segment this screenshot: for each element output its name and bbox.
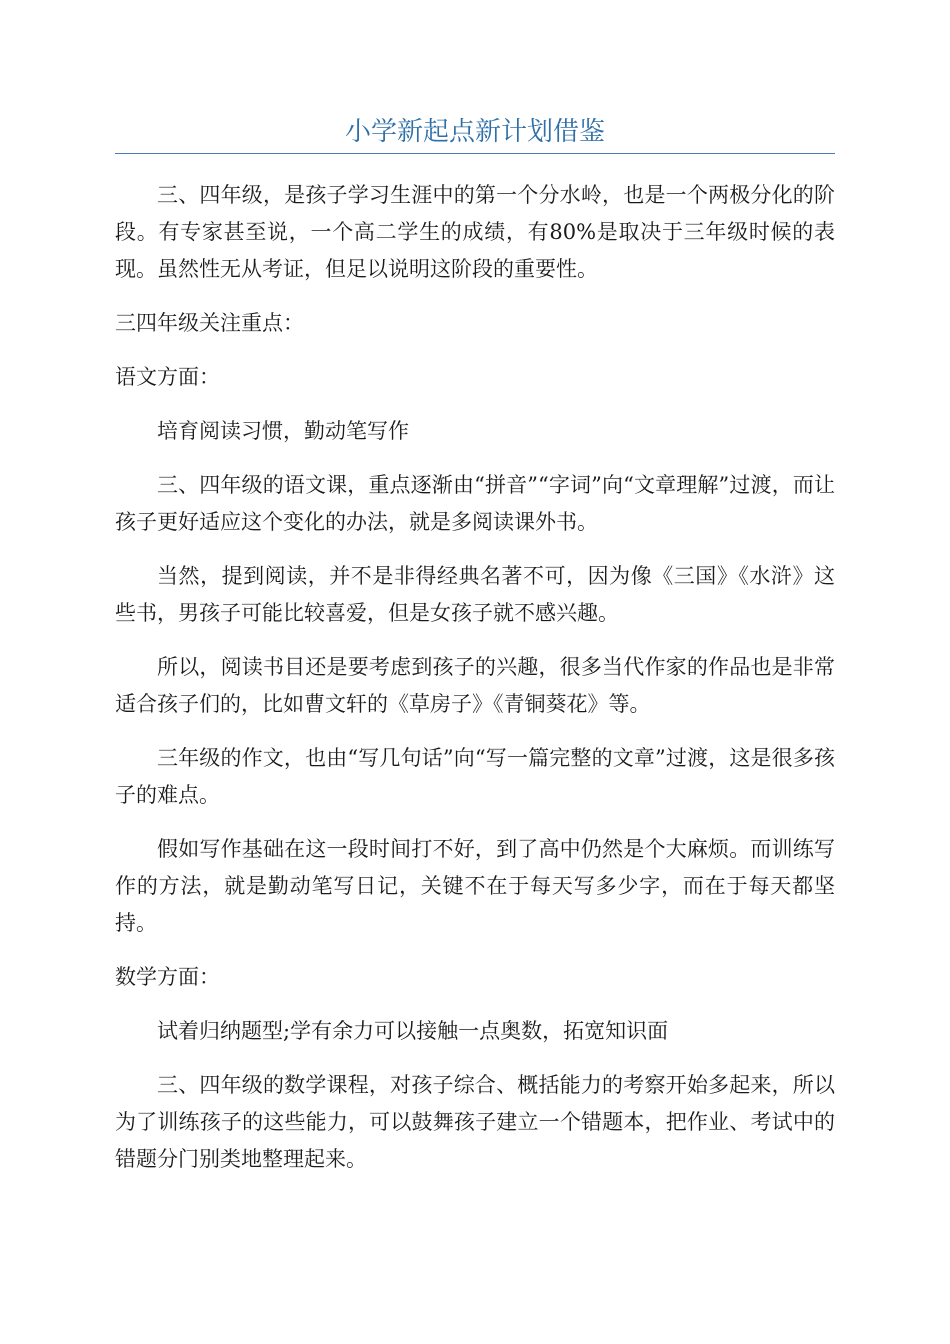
document-title: 小学新起点新计划借鉴 [344,117,605,147]
section-heading-chinese: 语文方面： [115,365,220,389]
document-body [115,177,835,1195]
paragraph-composition: 三年级的作文，也由“写几句话”向“写一篇完整的文章”过渡，这是很多孩子的难点。 [115,746,835,807]
paragraph-writing-practice: 假如写作基础在这一段时间打不好，到了高中仍然是个大麻烦。而训练写作的方法，就是勤动笔写日记，关键不在于每天写多少字，而在于每天都坚持。 [115,837,835,935]
paragraph-reading-list: 所以，阅读书目还是要考虑到孩子的兴趣，很多当代作家的作品也是非常适合孩子们的，比如曹文轩的《草房子》《青铜葵花》等。 [115,655,835,716]
paragraph-intro: 三、四年级，是孩子学习生涯中的第一个分水岭，也是一个两极分化的阶段。有专家甚至说，一个高二学生的成绩，有80%是取决于三年级时候的表现。虽然性无从考证，但足以说明这阶段的重要性。 [115,183,835,281]
section-heading-focus: 三四年级关注重点： [115,311,304,335]
subheading-math-tips: 试着归纳题型;学有余力可以接触一点奥数，拓宽知识面 [157,1019,669,1043]
paragraph-math-course: 三、四年级的数学课程，对孩子综合、概括能力的考察开始多起来，所以为了训练孩子的这些能力，可以鼓舞孩子建立一个错题本，把作业、考试中的错题分门别类地整理起来。 [115,1073,835,1171]
title-underline [115,153,835,154]
section-heading-math: 数学方面： [115,965,220,989]
subheading-reading-habit: 培育阅读习惯，勤动笔写作 [157,419,409,443]
paragraph-chinese-course: 三、四年级的语文课，重点逐渐由“拼音”“字词”向“文章理解”过渡，而让孩子更好适应这个变化的办法，就是多阅读课外书。 [115,473,835,534]
paragraph-reading-classics: 当然，提到阅读，并不是非得经典名著不可，因为像《三国》《水浒》这些书，男孩子可能比较喜爱，但是女孩子就不感兴趣。 [115,564,835,625]
